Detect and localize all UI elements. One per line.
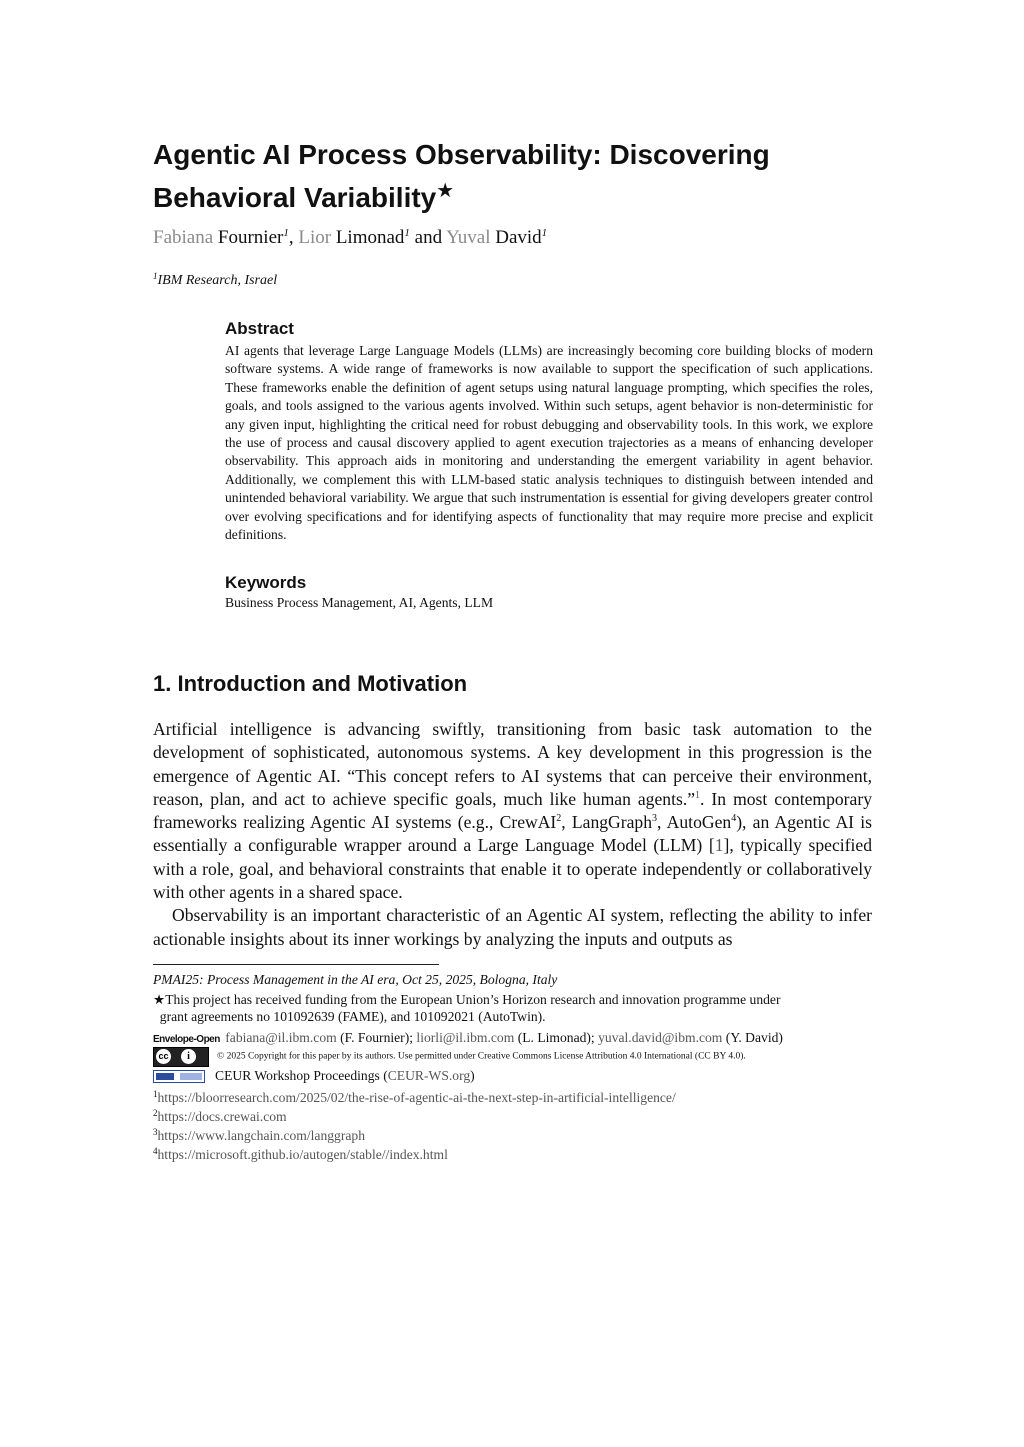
funding-line-2: grant agreements no 101092639 (FAME), and 101092021 (AutoTwin). <box>159 1009 546 1024</box>
paper-title <box>153 136 913 216</box>
title-line-1: Agentic AI Process Observability: Discovering <box>153 139 770 170</box>
footnote-link-3[interactable]: https://www.langchain.com/langgraph <box>157 1128 366 1143</box>
footnote-num-2: 2 <box>153 1108 158 1118</box>
author-1-first: Fabiana <box>153 227 214 248</box>
footnote-num-3: 3 <box>153 1127 158 1137</box>
p1-text-4: , AutoGen <box>657 812 732 833</box>
ceur-logo-icon <box>153 1070 205 1083</box>
p1-text-6: ], typically specified with a role, goal, and behavioral constraints that enable it to operate independently or collaboratively with other agents in a shared space. <box>153 835 872 903</box>
email-link-1[interactable]: fabiana@il.ibm.com <box>225 1030 337 1045</box>
email-link-3[interactable]: yuval.david@ibm.com <box>598 1030 723 1045</box>
footnote-ref-4[interactable]: 4 <box>731 813 737 825</box>
email-owner-1: (F. Fournier); <box>340 1030 414 1045</box>
footnote-link-1[interactable]: https://bloorresearch.com/2025/02/the-rise-of-agentic-ai-the-next-step-in-artificial-intelligence/ <box>157 1090 676 1105</box>
footnote-rule <box>153 964 439 965</box>
affiliation-num: 1 <box>153 271 158 281</box>
email-owner-2: (L. Limonad); <box>517 1030 595 1045</box>
author-list: Fabiana Fournier$^1$, Lior Limonad$^1$ and Yuval David$^1$ <box>153 227 548 248</box>
author-3-first: Yuval <box>446 227 491 248</box>
funding-star-mark: ★ <box>153 992 166 1007</box>
author-1-aff: 1 <box>283 227 289 239</box>
footnote-link-2[interactable]: https://docs.crewai.com <box>157 1109 287 1124</box>
abstract-heading: Abstract <box>225 319 294 338</box>
p1-text-5: ), an Agentic AI is essentially a configurable wrapper around a Large Language Model (LLM) [ <box>153 812 872 856</box>
title-line-2: Behavioral Variability <box>153 182 437 213</box>
p1-text-2: . In most contemporary frameworks realizing Agentic AI systems (e.g., CrewAI <box>153 788 872 833</box>
email-owner-3: (Y. David) <box>725 1030 783 1045</box>
footnote-venue: PMAI25: Process Management in the AI era, Oct 25, 2025, Bologna, Italy <box>153 972 558 987</box>
author-3-aff: 1 <box>541 227 548 239</box>
funding-line-1: This project has received funding from the European Union’s Horizon research and innovation programme under <box>165 992 781 1007</box>
paragraph-1 <box>153 718 872 904</box>
keywords-heading: Keywords <box>225 573 307 592</box>
footnote-num-4: 4 <box>153 1146 158 1156</box>
footnote-url-1 <box>153 1086 883 1106</box>
paragraph-2: Observability is an important characteristic of an Agentic AI system, reflecting the ability to infer actionable insights about its inner workings by analyzing the inputs and outputs as <box>153 905 872 949</box>
footnote-ref-3[interactable]: 3 <box>652 813 658 825</box>
footnote-url-2 <box>153 1105 883 1125</box>
envelope-open-icon: Envelope-Open <box>153 1034 220 1045</box>
footnote-link-4[interactable]: https://microsoft.github.io/autogen/stable//index.html <box>157 1147 448 1162</box>
author-2-aff: 1 <box>404 227 410 239</box>
ceur-link[interactable]: CEUR-WS.org <box>387 1068 471 1083</box>
cc-by-badge-icon[interactable] <box>153 1047 209 1067</box>
author-2-last: Limonad <box>335 227 405 248</box>
citation-1[interactable]: 1 <box>714 835 724 856</box>
footnote-ref-1[interactable]: 1 <box>695 789 701 801</box>
email-link-2[interactable]: liorli@il.ibm.com <box>416 1030 515 1045</box>
section-heading: 1. Introduction and Motivation <box>153 671 468 696</box>
footnote-ref-2[interactable]: 2 <box>556 813 562 825</box>
footnote-num-1: 1 <box>153 1089 158 1099</box>
affiliation-name: IBM Research, Israel <box>157 273 278 288</box>
authors-and: and <box>414 227 443 248</box>
author-1-last: Fournier <box>217 227 284 248</box>
section-body <box>153 718 872 951</box>
p1-text-1: Artificial intelligence is advancing swiftly, transitioning from basic task automation to the development of sophisticated, autonomous systems. A key development in this progression is the emergence of Agentic AI. “This concept refers to AI systems that can perceive their environment, reason, plan, and act to achieve specific goals, much like human agents.” <box>153 719 872 809</box>
p1-text-3: , LangGraph <box>561 812 653 833</box>
keywords-text: Business Process Management, AI, Agents, LLM <box>225 595 494 610</box>
ceur-text: CEUR Workshop Proceedings ( <box>215 1068 388 1083</box>
ceur-close: ) <box>470 1068 475 1083</box>
footnote-url-3 <box>153 1124 883 1144</box>
footnote-copyright <box>153 1047 883 1067</box>
footnote-url-4 <box>153 1143 883 1163</box>
abstract-text: AI agents that leverage Large Language Models (LLMs) are increasingly becoming core building blocks of modern software systems. A wide range of frameworks is now available to support the specification of such applications. These frameworks enable the definition of agent setups using natural language prompting, which specifies the roles, goals, and tools assigned to the various agents involved. Within such setups, agent behavior is non-deterministic for any given input, highlighting the critical need for robust debugging and observability tools. In this work, we explore the use of process and causal discovery applied to agent execution trajectories as a means of enhancing developer observability. This approach aids in monitoring and understanding the emergent variability in agent behavior. Additionally, we complement this with LLM-based static analysis techniques to distinguish between intended and unintended behavioral variability. We argue that such instrumentation is essential for giving developers greater control over evolving specifications and for identifying aspects of functionality that may require more precise and explicit definitions. <box>225 343 873 543</box>
affiliation <box>153 271 277 289</box>
footnote-funding <box>153 991 883 1025</box>
footnote-emails <box>153 1029 883 1048</box>
author-3-last: David <box>495 227 542 248</box>
author-2-first: Lior <box>298 227 332 248</box>
copyright-text: © 2025 Copyright for this paper by its authors. Use permitted under Creative Commons License Attribution 4.0 International (CC BY 4.0). <box>217 1051 746 1062</box>
title-star-mark: ★ <box>436 180 455 202</box>
footnote-ceur <box>153 1067 883 1084</box>
